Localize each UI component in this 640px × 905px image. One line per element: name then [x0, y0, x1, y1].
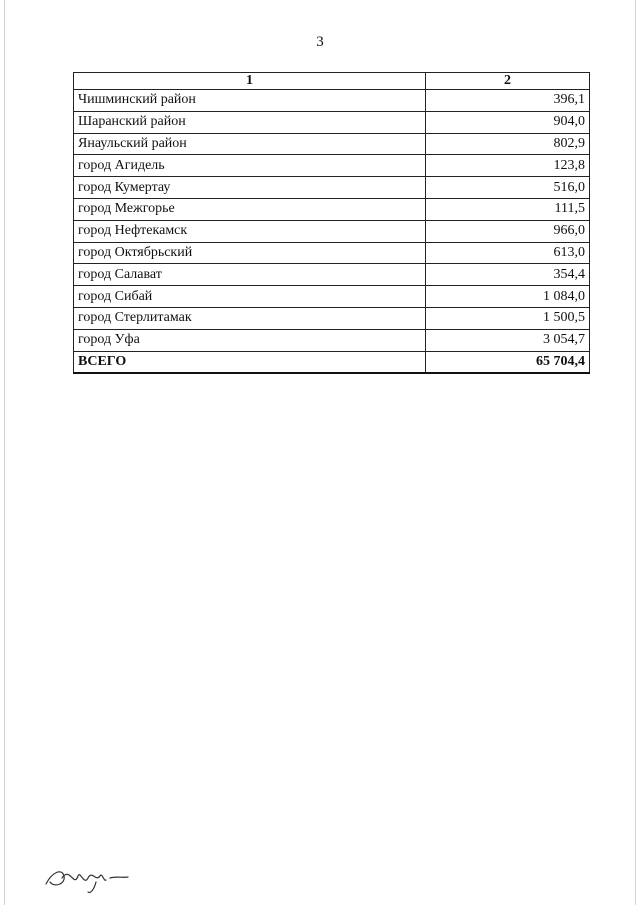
scan-edge-right	[635, 0, 636, 905]
table-row	[74, 307, 590, 329]
row-value: 3 054,7	[426, 329, 590, 351]
row-name: город Сибай	[74, 286, 426, 308]
row-value: 966,0	[426, 220, 590, 242]
signature-mark	[40, 858, 140, 898]
column-header-2: 2	[426, 73, 590, 90]
row-value: 613,0	[426, 242, 590, 264]
row-name: город Октябрьский	[74, 242, 426, 264]
table-row	[74, 286, 590, 308]
table-row	[74, 329, 590, 351]
table-row	[74, 177, 590, 199]
row-name: город Салават	[74, 264, 426, 286]
page-number: 3	[316, 34, 324, 50]
row-value: 1 084,0	[426, 286, 590, 308]
table-row	[74, 90, 590, 112]
row-name: Янаульский район	[74, 133, 426, 155]
allocation-table	[73, 72, 590, 374]
table-row	[74, 264, 590, 286]
row-value: 516,0	[426, 177, 590, 199]
row-value: 904,0	[426, 111, 590, 133]
total-label: ВСЕГО	[74, 351, 426, 373]
scan-edge-left	[4, 0, 5, 905]
row-value: 111,5	[426, 198, 590, 220]
row-value: 123,8	[426, 155, 590, 177]
row-name: Шаранский район	[74, 111, 426, 133]
row-value: 396,1	[426, 90, 590, 112]
table-row	[74, 155, 590, 177]
row-value: 1 500,5	[426, 307, 590, 329]
table-row	[74, 242, 590, 264]
row-name: город Кумертау	[74, 177, 426, 199]
row-name: город Нефтекамск	[74, 220, 426, 242]
row-name: город Межгорье	[74, 198, 426, 220]
table-row	[74, 220, 590, 242]
total-row	[74, 351, 590, 373]
row-value: 802,9	[426, 133, 590, 155]
row-value: 354,4	[426, 264, 590, 286]
table-row	[74, 198, 590, 220]
table-row	[74, 133, 590, 155]
row-name: город Стерлитамак	[74, 307, 426, 329]
table-header-row	[74, 73, 590, 90]
table-row	[74, 111, 590, 133]
total-value: 65 704,4	[426, 351, 590, 373]
row-name: город Уфа	[74, 329, 426, 351]
row-name: город Агидель	[74, 155, 426, 177]
row-name: Чишминский район	[74, 90, 426, 112]
column-header-1: 1	[74, 73, 426, 90]
